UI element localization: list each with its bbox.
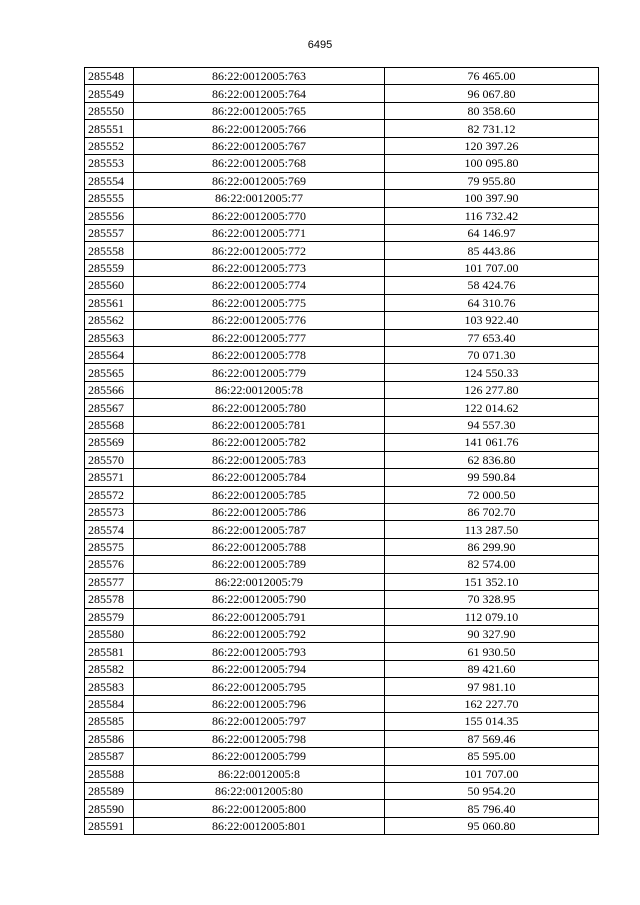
row-id-cell: 285557: [85, 224, 134, 241]
row-id-cell: 285562: [85, 312, 134, 329]
cadastral-number-cell: 86:22:0012005:794: [134, 660, 385, 677]
row-id-cell: 285550: [85, 102, 134, 119]
table-row: [85, 591, 599, 608]
value-cell: 103 922.40: [385, 312, 599, 329]
row-id-cell: 285556: [85, 207, 134, 224]
value-cell: 120 397.26: [385, 137, 599, 154]
value-cell: 100 397.90: [385, 190, 599, 207]
value-cell: 64 310.76: [385, 294, 599, 311]
row-id-cell: 285564: [85, 347, 134, 364]
table-row: [85, 678, 599, 695]
row-id-cell: 285558: [85, 242, 134, 259]
cadastral-number-cell: 86:22:0012005:767: [134, 137, 385, 154]
cadastral-number-cell: 86:22:0012005:777: [134, 329, 385, 346]
row-id-cell: 285576: [85, 556, 134, 573]
cadastral-number-cell: 86:22:0012005:780: [134, 399, 385, 416]
value-cell: 77 653.40: [385, 329, 599, 346]
value-cell: 90 327.90: [385, 626, 599, 643]
row-id-cell: 285569: [85, 434, 134, 451]
row-id-cell: 285589: [85, 782, 134, 799]
cadastral-number-cell: 86:22:0012005:790: [134, 591, 385, 608]
table-row: [85, 626, 599, 643]
cadastral-number-cell: 86:22:0012005:795: [134, 678, 385, 695]
value-cell: 50 954.20: [385, 782, 599, 799]
table-row: [85, 538, 599, 555]
row-id-cell: 285563: [85, 329, 134, 346]
table-row: [85, 434, 599, 451]
table-row: [85, 120, 599, 137]
cadastral-number-cell: 86:22:0012005:775: [134, 294, 385, 311]
row-id-cell: 285560: [85, 277, 134, 294]
row-id-cell: 285570: [85, 451, 134, 468]
cadastral-number-cell: 86:22:0012005:778: [134, 347, 385, 364]
cadastral-number-cell: 86:22:0012005:782: [134, 434, 385, 451]
value-cell: 122 014.62: [385, 399, 599, 416]
table-row: [85, 207, 599, 224]
table-row: [85, 503, 599, 520]
table-row: [85, 469, 599, 486]
table-row: [85, 242, 599, 259]
row-id-cell: 285590: [85, 800, 134, 817]
table-row: [85, 224, 599, 241]
value-cell: 82 731.12: [385, 120, 599, 137]
cadastral-number-cell: 86:22:0012005:800: [134, 800, 385, 817]
value-cell: 96 067.80: [385, 85, 599, 102]
table-row: [85, 713, 599, 730]
table-row: [85, 155, 599, 172]
value-cell: 162 227.70: [385, 695, 599, 712]
value-cell: 89 421.60: [385, 660, 599, 677]
value-cell: 126 277.80: [385, 381, 599, 398]
row-id-cell: 285567: [85, 399, 134, 416]
row-id-cell: 285572: [85, 486, 134, 503]
row-id-cell: 285571: [85, 469, 134, 486]
row-id-cell: 285551: [85, 120, 134, 137]
cadastral-number-cell: 86:22:0012005:788: [134, 538, 385, 555]
table-row: [85, 660, 599, 677]
row-id-cell: 285568: [85, 416, 134, 433]
table-row: [85, 556, 599, 573]
cadastral-number-cell: 86:22:0012005:801: [134, 817, 385, 834]
row-id-cell: 285588: [85, 765, 134, 782]
value-cell: 58 424.76: [385, 277, 599, 294]
table-row: [85, 695, 599, 712]
value-cell: 101 707.00: [385, 765, 599, 782]
value-cell: 141 061.76: [385, 434, 599, 451]
row-id-cell: 285554: [85, 172, 134, 189]
table-row: [85, 643, 599, 660]
row-id-cell: 285561: [85, 294, 134, 311]
table-row: [85, 347, 599, 364]
cadastral-number-cell: 86:22:0012005:776: [134, 312, 385, 329]
value-cell: 95 060.80: [385, 817, 599, 834]
row-id-cell: 285549: [85, 85, 134, 102]
row-id-cell: 285578: [85, 591, 134, 608]
row-id-cell: 285566: [85, 381, 134, 398]
row-id-cell: 285583: [85, 678, 134, 695]
row-id-cell: 285552: [85, 137, 134, 154]
row-id-cell: 285574: [85, 521, 134, 538]
row-id-cell: 285586: [85, 730, 134, 747]
value-cell: 87 569.46: [385, 730, 599, 747]
value-cell: 116 732.42: [385, 207, 599, 224]
table-row: [85, 748, 599, 765]
table-row: [85, 277, 599, 294]
row-id-cell: 285582: [85, 660, 134, 677]
row-id-cell: 285559: [85, 259, 134, 276]
cadastral-number-cell: 86:22:0012005:792: [134, 626, 385, 643]
cadastral-number-cell: 86:22:0012005:771: [134, 224, 385, 241]
cadastral-number-cell: 86:22:0012005:779: [134, 364, 385, 381]
cadastral-number-cell: 86:22:0012005:793: [134, 643, 385, 660]
value-cell: 70 328.95: [385, 591, 599, 608]
value-cell: 99 590.84: [385, 469, 599, 486]
table-row: [85, 800, 599, 817]
value-cell: 79 955.80: [385, 172, 599, 189]
cadastral-number-cell: 86:22:0012005:764: [134, 85, 385, 102]
value-cell: 97 981.10: [385, 678, 599, 695]
row-id-cell: 285584: [85, 695, 134, 712]
row-id-cell: 285555: [85, 190, 134, 207]
row-id-cell: 285587: [85, 748, 134, 765]
table-row: [85, 137, 599, 154]
table-row: [85, 294, 599, 311]
cadastral-number-cell: 86:22:0012005:763: [134, 68, 385, 85]
row-id-cell: 285575: [85, 538, 134, 555]
value-cell: 85 595.00: [385, 748, 599, 765]
table-row: [85, 573, 599, 590]
table-row: [85, 730, 599, 747]
row-id-cell: 285553: [85, 155, 134, 172]
table-row: [85, 521, 599, 538]
table-row: [85, 817, 599, 834]
value-cell: 62 836.80: [385, 451, 599, 468]
table-row: [85, 85, 599, 102]
table-row: [85, 259, 599, 276]
value-cell: 82 574.00: [385, 556, 599, 573]
row-id-cell: 285573: [85, 503, 134, 520]
value-cell: 113 287.50: [385, 521, 599, 538]
page-number: 6495: [307, 39, 333, 51]
value-cell: 61 930.50: [385, 643, 599, 660]
table-row: [85, 364, 599, 381]
value-cell: 86 702.70: [385, 503, 599, 520]
table-row: [85, 399, 599, 416]
row-id-cell: 285591: [85, 817, 134, 834]
table-row: [85, 608, 599, 625]
value-cell: 86 299.90: [385, 538, 599, 555]
row-id-cell: 285579: [85, 608, 134, 625]
cadastral-number-cell: 86:22:0012005:79: [134, 573, 385, 590]
cadastral-number-cell: 86:22:0012005:797: [134, 713, 385, 730]
cadastral-number-cell: 86:22:0012005:785: [134, 486, 385, 503]
cadastral-number-cell: 86:22:0012005:799: [134, 748, 385, 765]
cadastral-number-cell: 86:22:0012005:781: [134, 416, 385, 433]
value-cell: 124 550.33: [385, 364, 599, 381]
cadastral-number-cell: 86:22:0012005:769: [134, 172, 385, 189]
value-cell: 100 095.80: [385, 155, 599, 172]
cadastral-number-cell: 86:22:0012005:796: [134, 695, 385, 712]
cadastral-number-cell: 86:22:0012005:774: [134, 277, 385, 294]
cadastral-number-cell: 86:22:0012005:80: [134, 782, 385, 799]
value-cell: 70 071.30: [385, 347, 599, 364]
cadastral-number-cell: 86:22:0012005:8: [134, 765, 385, 782]
cadastral-number-cell: 86:22:0012005:78: [134, 381, 385, 398]
cadastral-number-cell: 86:22:0012005:786: [134, 503, 385, 520]
cadastral-number-cell: 86:22:0012005:770: [134, 207, 385, 224]
value-cell: 155 014.35: [385, 713, 599, 730]
table-row: [85, 329, 599, 346]
value-cell: 94 557.30: [385, 416, 599, 433]
value-cell: 80 358.60: [385, 102, 599, 119]
cadastral-number-cell: 86:22:0012005:77: [134, 190, 385, 207]
row-id-cell: 285577: [85, 573, 134, 590]
value-cell: 85 796.40: [385, 800, 599, 817]
table-row: [85, 381, 599, 398]
cadastral-number-cell: 86:22:0012005:768: [134, 155, 385, 172]
cadastral-number-cell: 86:22:0012005:784: [134, 469, 385, 486]
cadastral-number-cell: 86:22:0012005:772: [134, 242, 385, 259]
value-cell: 64 146.97: [385, 224, 599, 241]
table-row: [85, 190, 599, 207]
table-row: [85, 451, 599, 468]
cadastral-number-cell: 86:22:0012005:783: [134, 451, 385, 468]
table-body: [85, 68, 599, 835]
row-id-cell: 285585: [85, 713, 134, 730]
cadastral-number-cell: 86:22:0012005:791: [134, 608, 385, 625]
cadastral-number-cell: 86:22:0012005:766: [134, 120, 385, 137]
cadastral-number-cell: 86:22:0012005:773: [134, 259, 385, 276]
table-row: [85, 312, 599, 329]
cadastral-number-cell: 86:22:0012005:789: [134, 556, 385, 573]
table-row: [85, 782, 599, 799]
table-row: [85, 68, 599, 85]
value-cell: 151 352.10: [385, 573, 599, 590]
table-row: [85, 416, 599, 433]
table-row: [85, 486, 599, 503]
value-cell: 85 443.86: [385, 242, 599, 259]
cadastral-number-cell: 86:22:0012005:798: [134, 730, 385, 747]
table-row: [85, 765, 599, 782]
table-row: [85, 172, 599, 189]
row-id-cell: 285580: [85, 626, 134, 643]
row-id-cell: 285581: [85, 643, 134, 660]
cadastral-number-cell: 86:22:0012005:765: [134, 102, 385, 119]
cadastral-table: [84, 67, 599, 835]
value-cell: 101 707.00: [385, 259, 599, 276]
row-id-cell: 285548: [85, 68, 134, 85]
value-cell: 112 079.10: [385, 608, 599, 625]
row-id-cell: 285565: [85, 364, 134, 381]
cadastral-number-cell: 86:22:0012005:787: [134, 521, 385, 538]
value-cell: 76 465.00: [385, 68, 599, 85]
value-cell: 72 000.50: [385, 486, 599, 503]
table-row: [85, 102, 599, 119]
